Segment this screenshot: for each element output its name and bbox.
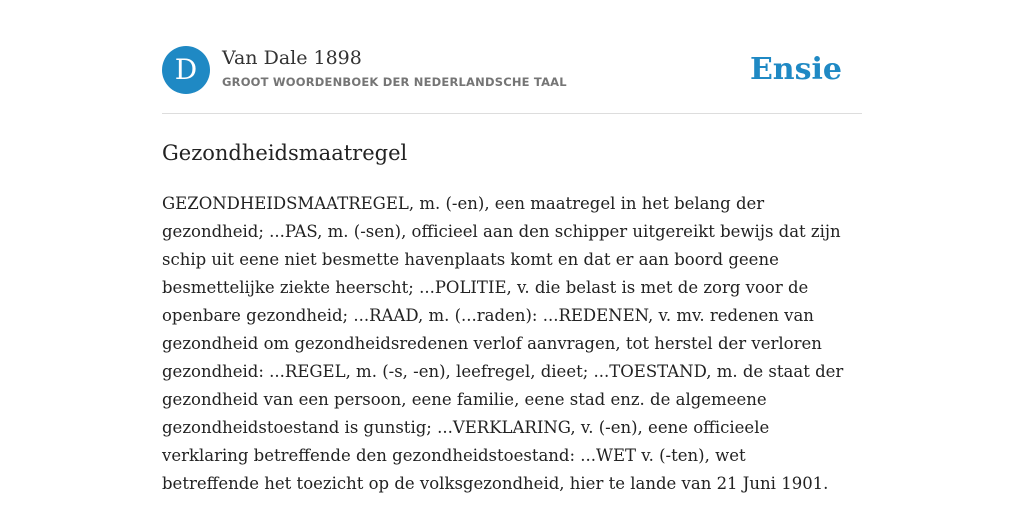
definition-line: schip uit eene niet besmette havenplaats komt en dat er aan boord geene: [162, 250, 779, 269]
ensie-logo[interactable]: Ensie: [749, 52, 842, 87]
entry-title: Gezondheidsmaatregel: [162, 141, 408, 165]
definition-line: verklaring betreffende den gezondheidstoestand: ...WET v. (-ten), wet: [162, 446, 746, 465]
definition-line: gezondheid; ...PAS, m. (-sen), officieel aan den schipper uitgereikt bewijs dat zijn: [162, 222, 841, 241]
dictionary-name[interactable]: Van Dale 1898: [222, 47, 362, 69]
definition-line: gezondheid om gezondheidsredenen verlof aanvragen, tot herstel der verloren: [162, 334, 822, 353]
definition-line: betreffende het toezicht op de volksgezondheid, hier te lande van 21 Juni 1901.: [162, 474, 829, 493]
definition-line: gezondheid: ...REGEL, m. (-s, -en), leefregel, dieet; ...TOESTAND, m. de staat der: [162, 362, 844, 381]
dictionary-subtitle: GROOT WOORDENBOEK DER NEDERLANDSCHE TAAL: [222, 75, 567, 89]
header-divider: [162, 113, 862, 114]
definition-line: gezondheidstoestand is gunstig; ...VERKLARING, v. (-en), eene officieele: [162, 418, 770, 437]
dictionary-header: [162, 46, 862, 94]
dictionary-avatar[interactable]: D: [162, 46, 210, 94]
definition-line: besmettelijke ziekte heerscht; ...POLITIE, v. die belast is met de zorg voor de: [162, 278, 809, 297]
definition-line: GEZONDHEIDSMAATREGEL, m. (-en), een maatregel in het belang der: [162, 194, 765, 213]
entry-definition: [162, 190, 862, 498]
definition-line: gezondheid van een persoon, eene familie, eene stad enz. de algemeene: [162, 390, 767, 409]
definition-line: openbare gezondheid; ...RAAD, m. (...raden): ...REDENEN, v. mv. redenen van: [162, 306, 814, 325]
